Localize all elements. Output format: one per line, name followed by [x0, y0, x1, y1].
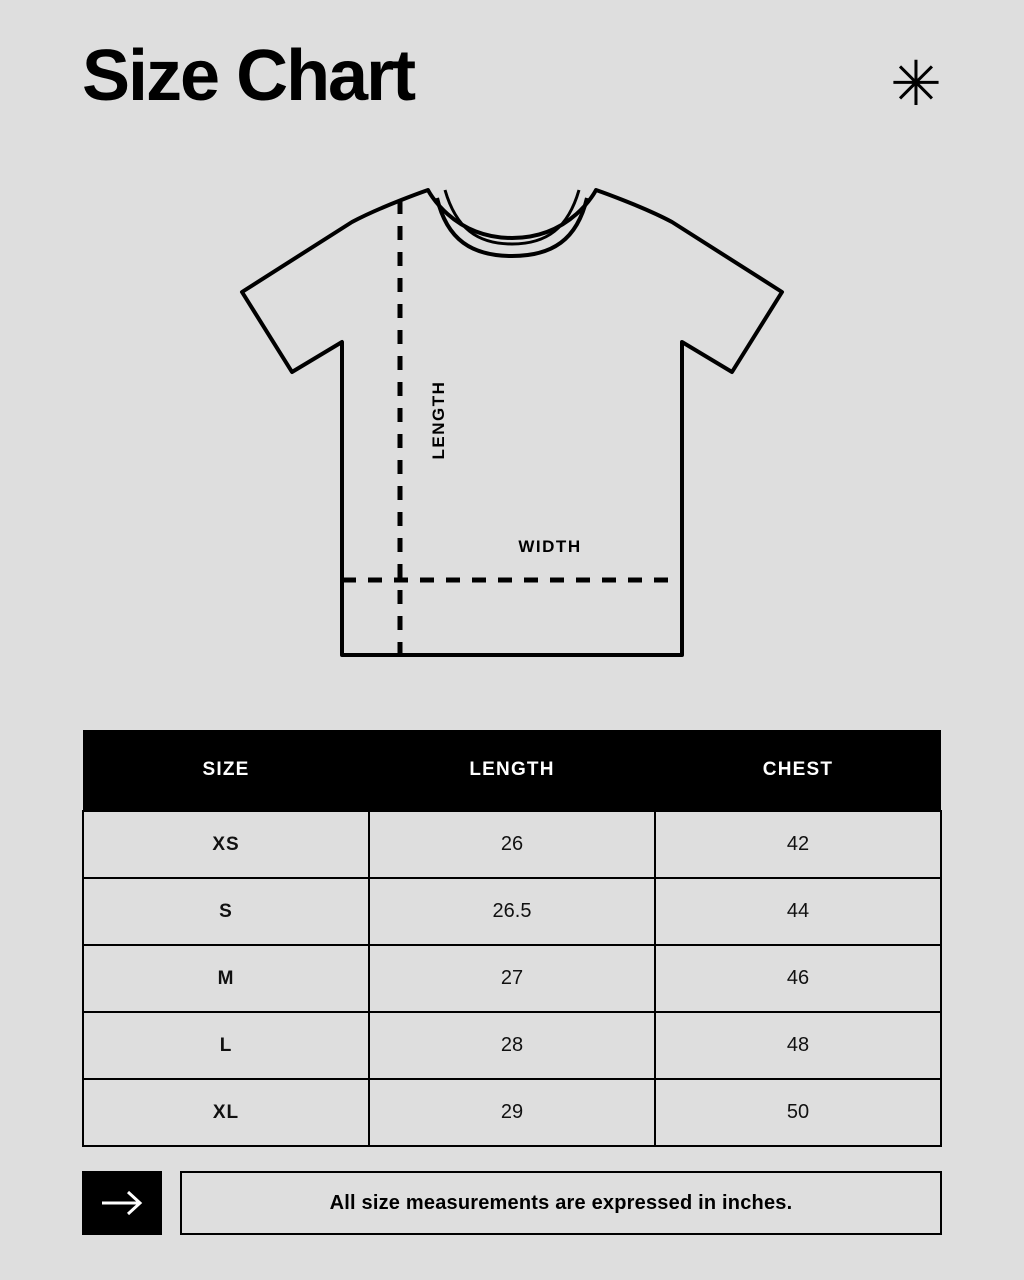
cell-chest: 50 [655, 1079, 941, 1146]
asterisk-icon: ✳ [890, 50, 942, 119]
footer [82, 1171, 942, 1235]
cell-length: 28 [369, 1012, 655, 1079]
cell-chest: 46 [655, 945, 941, 1012]
tshirt-illustration [0, 160, 1024, 705]
cell-length: 26.5 [369, 878, 655, 945]
cell-size: S [83, 878, 369, 945]
table-row [83, 945, 941, 1012]
cell-size: XS [83, 811, 369, 878]
column-header-chest: CHEST [655, 730, 941, 811]
cell-size: XL [83, 1079, 369, 1146]
cell-length: 27 [369, 945, 655, 1012]
column-header-length: LENGTH [369, 730, 655, 811]
measurement-note-text: All size measurements are expressed in inches. [329, 1191, 793, 1214]
cell-chest: 42 [655, 811, 941, 878]
table-body [83, 811, 941, 1146]
cell-chest: 48 [655, 1012, 941, 1079]
table-row [83, 811, 941, 878]
table-row [83, 878, 941, 945]
cell-size: L [83, 1012, 369, 1079]
cell-chest: 44 [655, 878, 941, 945]
table-row [83, 1012, 941, 1079]
cell-size: M [83, 945, 369, 1012]
tshirt-outline-icon [232, 160, 792, 680]
cell-length: 29 [369, 1079, 655, 1146]
size-table-container [82, 730, 942, 1147]
page-title: Size Chart [82, 36, 415, 116]
width-label: WIDTH [518, 537, 582, 556]
arrow-right-icon [82, 1171, 162, 1235]
table-row [83, 1079, 941, 1146]
measurement-note [180, 1171, 942, 1235]
column-header-size: SIZE [83, 730, 369, 811]
header [82, 36, 942, 130]
arrow-right-glyph [100, 1190, 144, 1216]
table-header [83, 730, 941, 811]
size-table [82, 730, 942, 1147]
cell-length: 26 [369, 811, 655, 878]
length-label: LENGTH [429, 380, 448, 460]
table-header-row [83, 730, 941, 811]
